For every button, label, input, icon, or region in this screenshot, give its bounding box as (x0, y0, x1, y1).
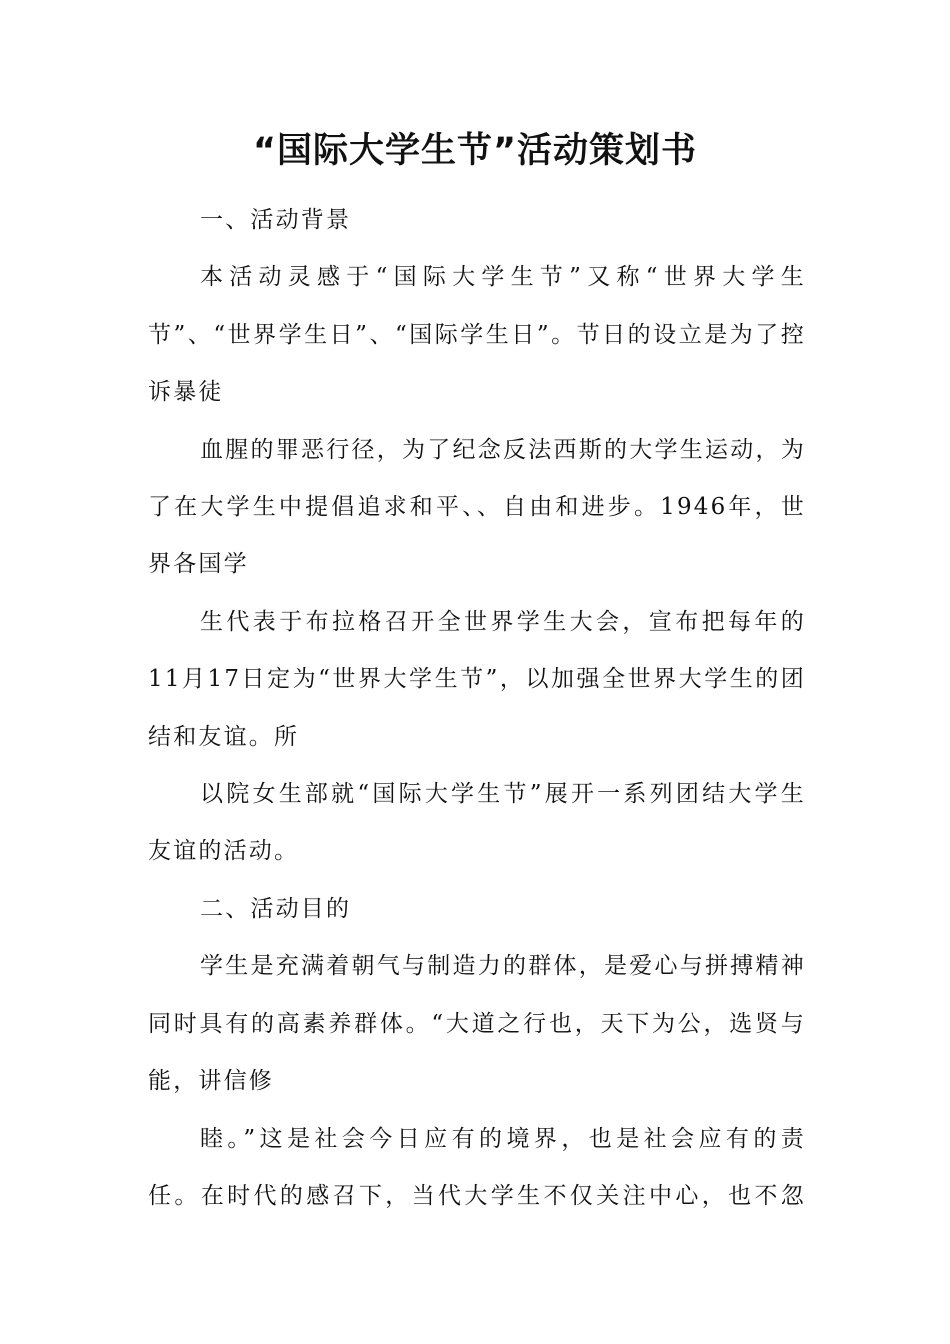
paragraph-background-3: 生代表于布拉格召开全世界学生大会，宣布把每年的11月17日定为“世界大学生节”，以加强全世界大学生的团结和友谊。所 (148, 608, 806, 750)
document-title: “国际大学生节”活动策划书 (252, 131, 697, 171)
document-body (148, 192, 806, 1225)
paragraph-purpose-1: 学生是充满着朝气与制造力的群体，是爱心与拼搏精神同时具有的高素养群体。“大道之行也，天下为公，选贤与能，讲信修 (148, 953, 806, 1095)
section-heading-purpose: 二、活动目的 (200, 895, 352, 922)
paragraph-background-1: 本活动灵感于“国际大学生节”又称“世界大学生节”、“世界学生日”、“国际学生日”。节日的设立是为了控诉暴徒 (148, 264, 806, 406)
paragraph-background-2: 血腥的罪恶行径，为了纪念反法西斯的大学生运动，为了在大学生中提倡追求和平、、自由和进步。1946年，世界各国学 (148, 436, 806, 578)
section-heading-background: 一、活动背景 (200, 207, 352, 233)
paragraph-purpose-2: 睦。”这是社会今日应有的境界，也是社会应有的责任。在时代的感召下，当代大学生不仅关注中心，也不忽 (148, 1125, 806, 1209)
paragraph-background-4: 以院女生部就“国际大学生节”展开一系列团结大学生友谊的活动。 (148, 781, 806, 865)
